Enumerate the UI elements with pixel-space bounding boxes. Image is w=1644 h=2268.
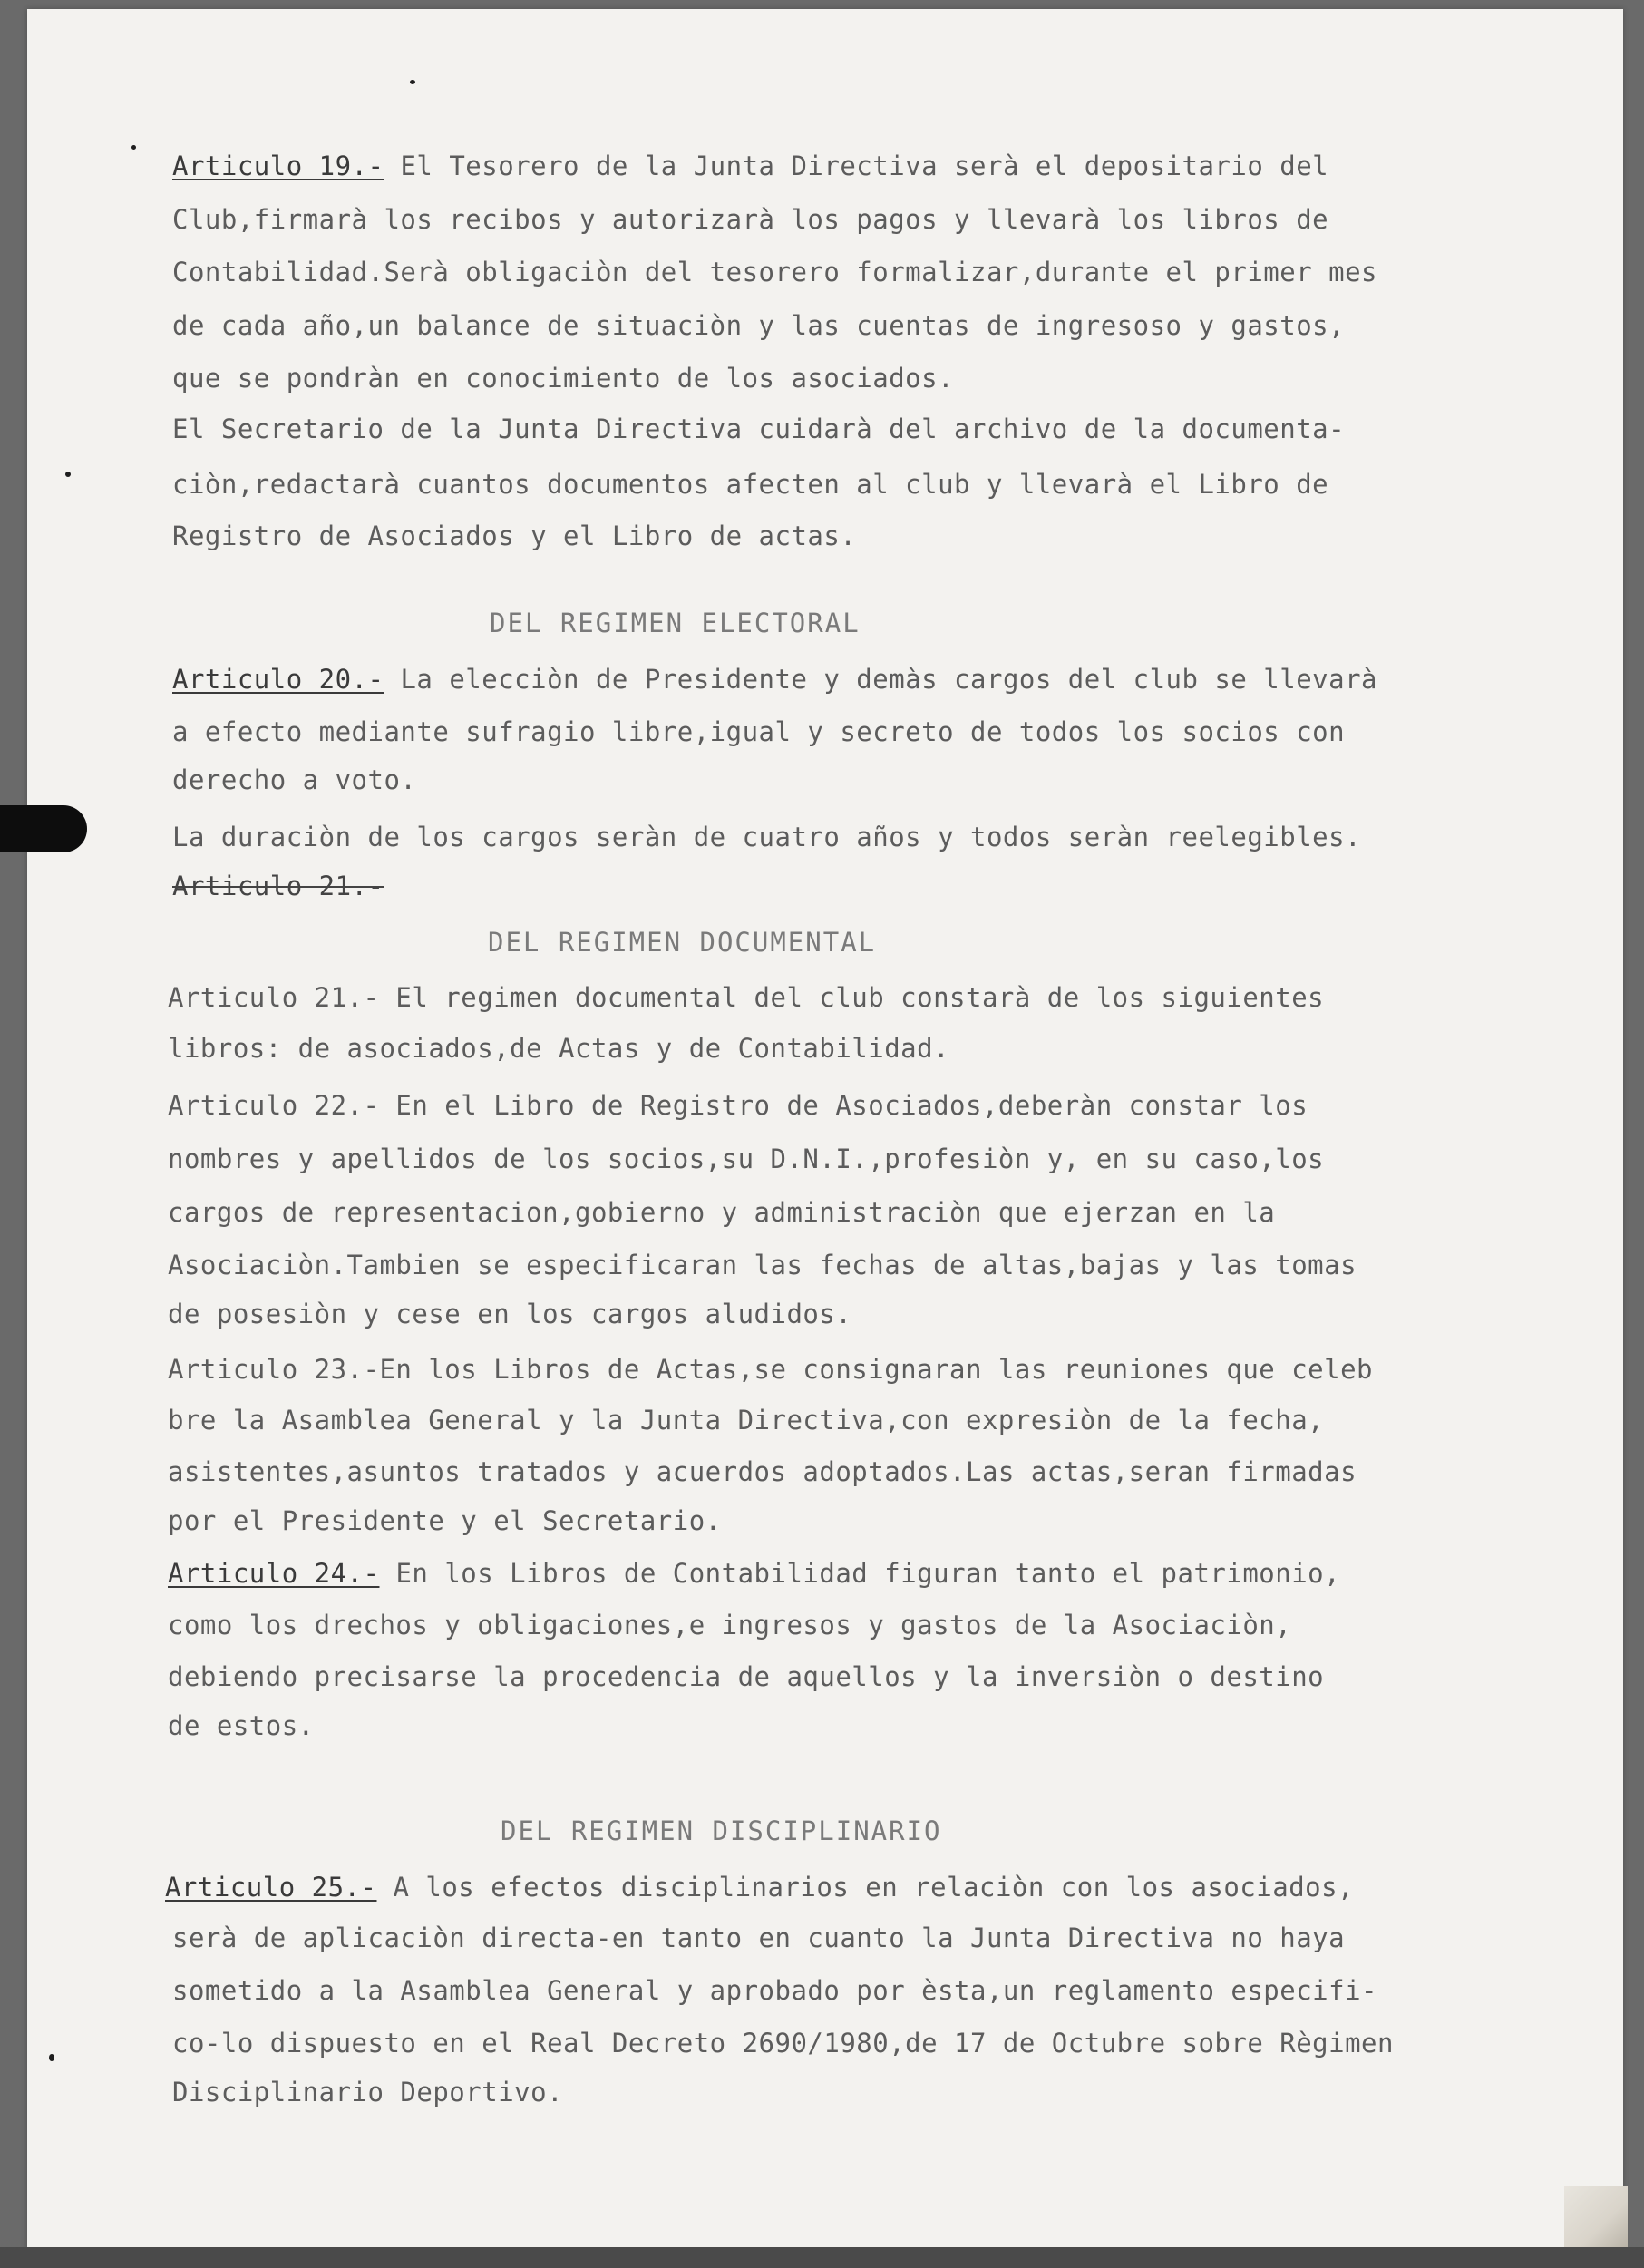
doc-line: derecho a voto. (172, 764, 417, 795)
doc-line: Disciplinario Deportivo. (172, 2077, 564, 2107)
doc-line: Articulo 22.- En el Libro de Registro de Asociados,deberàn constar los (168, 1090, 1308, 1121)
doc-line: La duraciòn de los cargos seràn de cuatro años y todos seràn reelegibles. (172, 822, 1362, 852)
doc-line: Articulo 25.- A los efectos disciplinarios en relaciòn con los asociados, (165, 1872, 1355, 1903)
doc-line: por el Presidente y el Secretario. (168, 1505, 722, 1536)
doc-line: El Secretario de la Junta Directiva cuidarà del archivo de la documenta- (172, 414, 1346, 444)
doc-line: Articulo 19.- El Tesorero de la Junta Directiva serà el depositario del (172, 151, 1329, 181)
doc-line: Articulo 20.- La elecciòn de Presidente y demàs cargos del club se llevarà (172, 664, 1378, 695)
doc-line: sometido a la Asamblea General y aprobado por èsta,un reglamento especifi- (172, 1975, 1378, 2006)
section-heading: DEL REGIMEN ELECTORAL (490, 608, 861, 638)
article-number: Articulo 20.- (172, 664, 384, 695)
doc-line: nombres y apellidos de los socios,su D.N.I.,profesiòn y, en su caso,los (168, 1144, 1325, 1174)
doc-line: de cada año,un balance de situaciòn y las cuentas de ingresoso y gastos, (172, 310, 1346, 341)
doc-line: asistentes,asuntos tratados y acuerdos adoptados.Las actas,seran firmadas (168, 1456, 1357, 1487)
doc-line: co-lo dispuesto en el Real Decreto 2690/1980,de 17 de Octubre sobre Règimen (172, 2028, 1394, 2059)
doc-line: Club,firmarà los recibos y autorizarà los pagos y llevarà los libros de (172, 204, 1329, 235)
doc-line: que se pondràn en conocimiento de los asociados. (172, 363, 955, 394)
doc-line: Registro de Asociados y el Libro de actas. (172, 521, 857, 551)
doc-line: ciòn,redactarà cuantos documentos afecten al club y llevarà el Libro de (172, 469, 1329, 500)
doc-line: Articulo 23.-En los Libros de Actas,se consignaran las reuniones que celeb (168, 1354, 1374, 1385)
article-number: Articulo 25.- (165, 1872, 377, 1903)
doc-line: Contabilidad.Serà obligaciòn del tesorero formalizar,durante el primer mes (172, 257, 1378, 287)
article-number: Articulo 19.- (172, 151, 384, 181)
doc-line: de estos. (168, 1710, 315, 1741)
doc-line: debiendo precisarse la procedencia de aquellos y la inversiòn o destino (168, 1661, 1325, 1692)
doc-line: a efecto mediante sufragio libre,igual y secreto de todos los socios con (172, 716, 1346, 747)
doc-line: de posesiòn y cese en los cargos aludidos. (168, 1299, 852, 1329)
struck-out-text: Articulo 21.- (172, 871, 384, 901)
section-heading: DEL REGIMEN DISCIPLINARIO (501, 1815, 942, 1846)
doc-line: libros: de asociados,de Actas y de Contabilidad. (168, 1033, 950, 1064)
doc-line: Articulo 21.- El regimen documental del club constarà de los siguientes (168, 982, 1325, 1013)
doc-line: Asociaciòn.Tambien se especificaran las fechas de altas,bajas y las tomas (168, 1250, 1357, 1280)
section-heading: DEL REGIMEN DOCUMENTAL (488, 927, 877, 958)
article-number: Articulo 24.- (168, 1558, 380, 1589)
doc-line: serà de aplicaciòn directa-en tanto en cuanto la Junta Directiva no haya (172, 1922, 1346, 1953)
doc-line: cargos de representacion,gobierno y administraciòn que ejerzan en la (168, 1197, 1276, 1228)
doc-line: Articulo 24.- En los Libros de Contabilidad figuran tanto el patrimonio, (168, 1558, 1341, 1589)
doc-line: bre la Asamblea General y la Junta Directiva,con expresiòn de la fecha, (168, 1405, 1325, 1436)
doc-line: como los drechos y obligaciones,e ingresos y gastos de la Asociaciòn, (168, 1610, 1292, 1640)
